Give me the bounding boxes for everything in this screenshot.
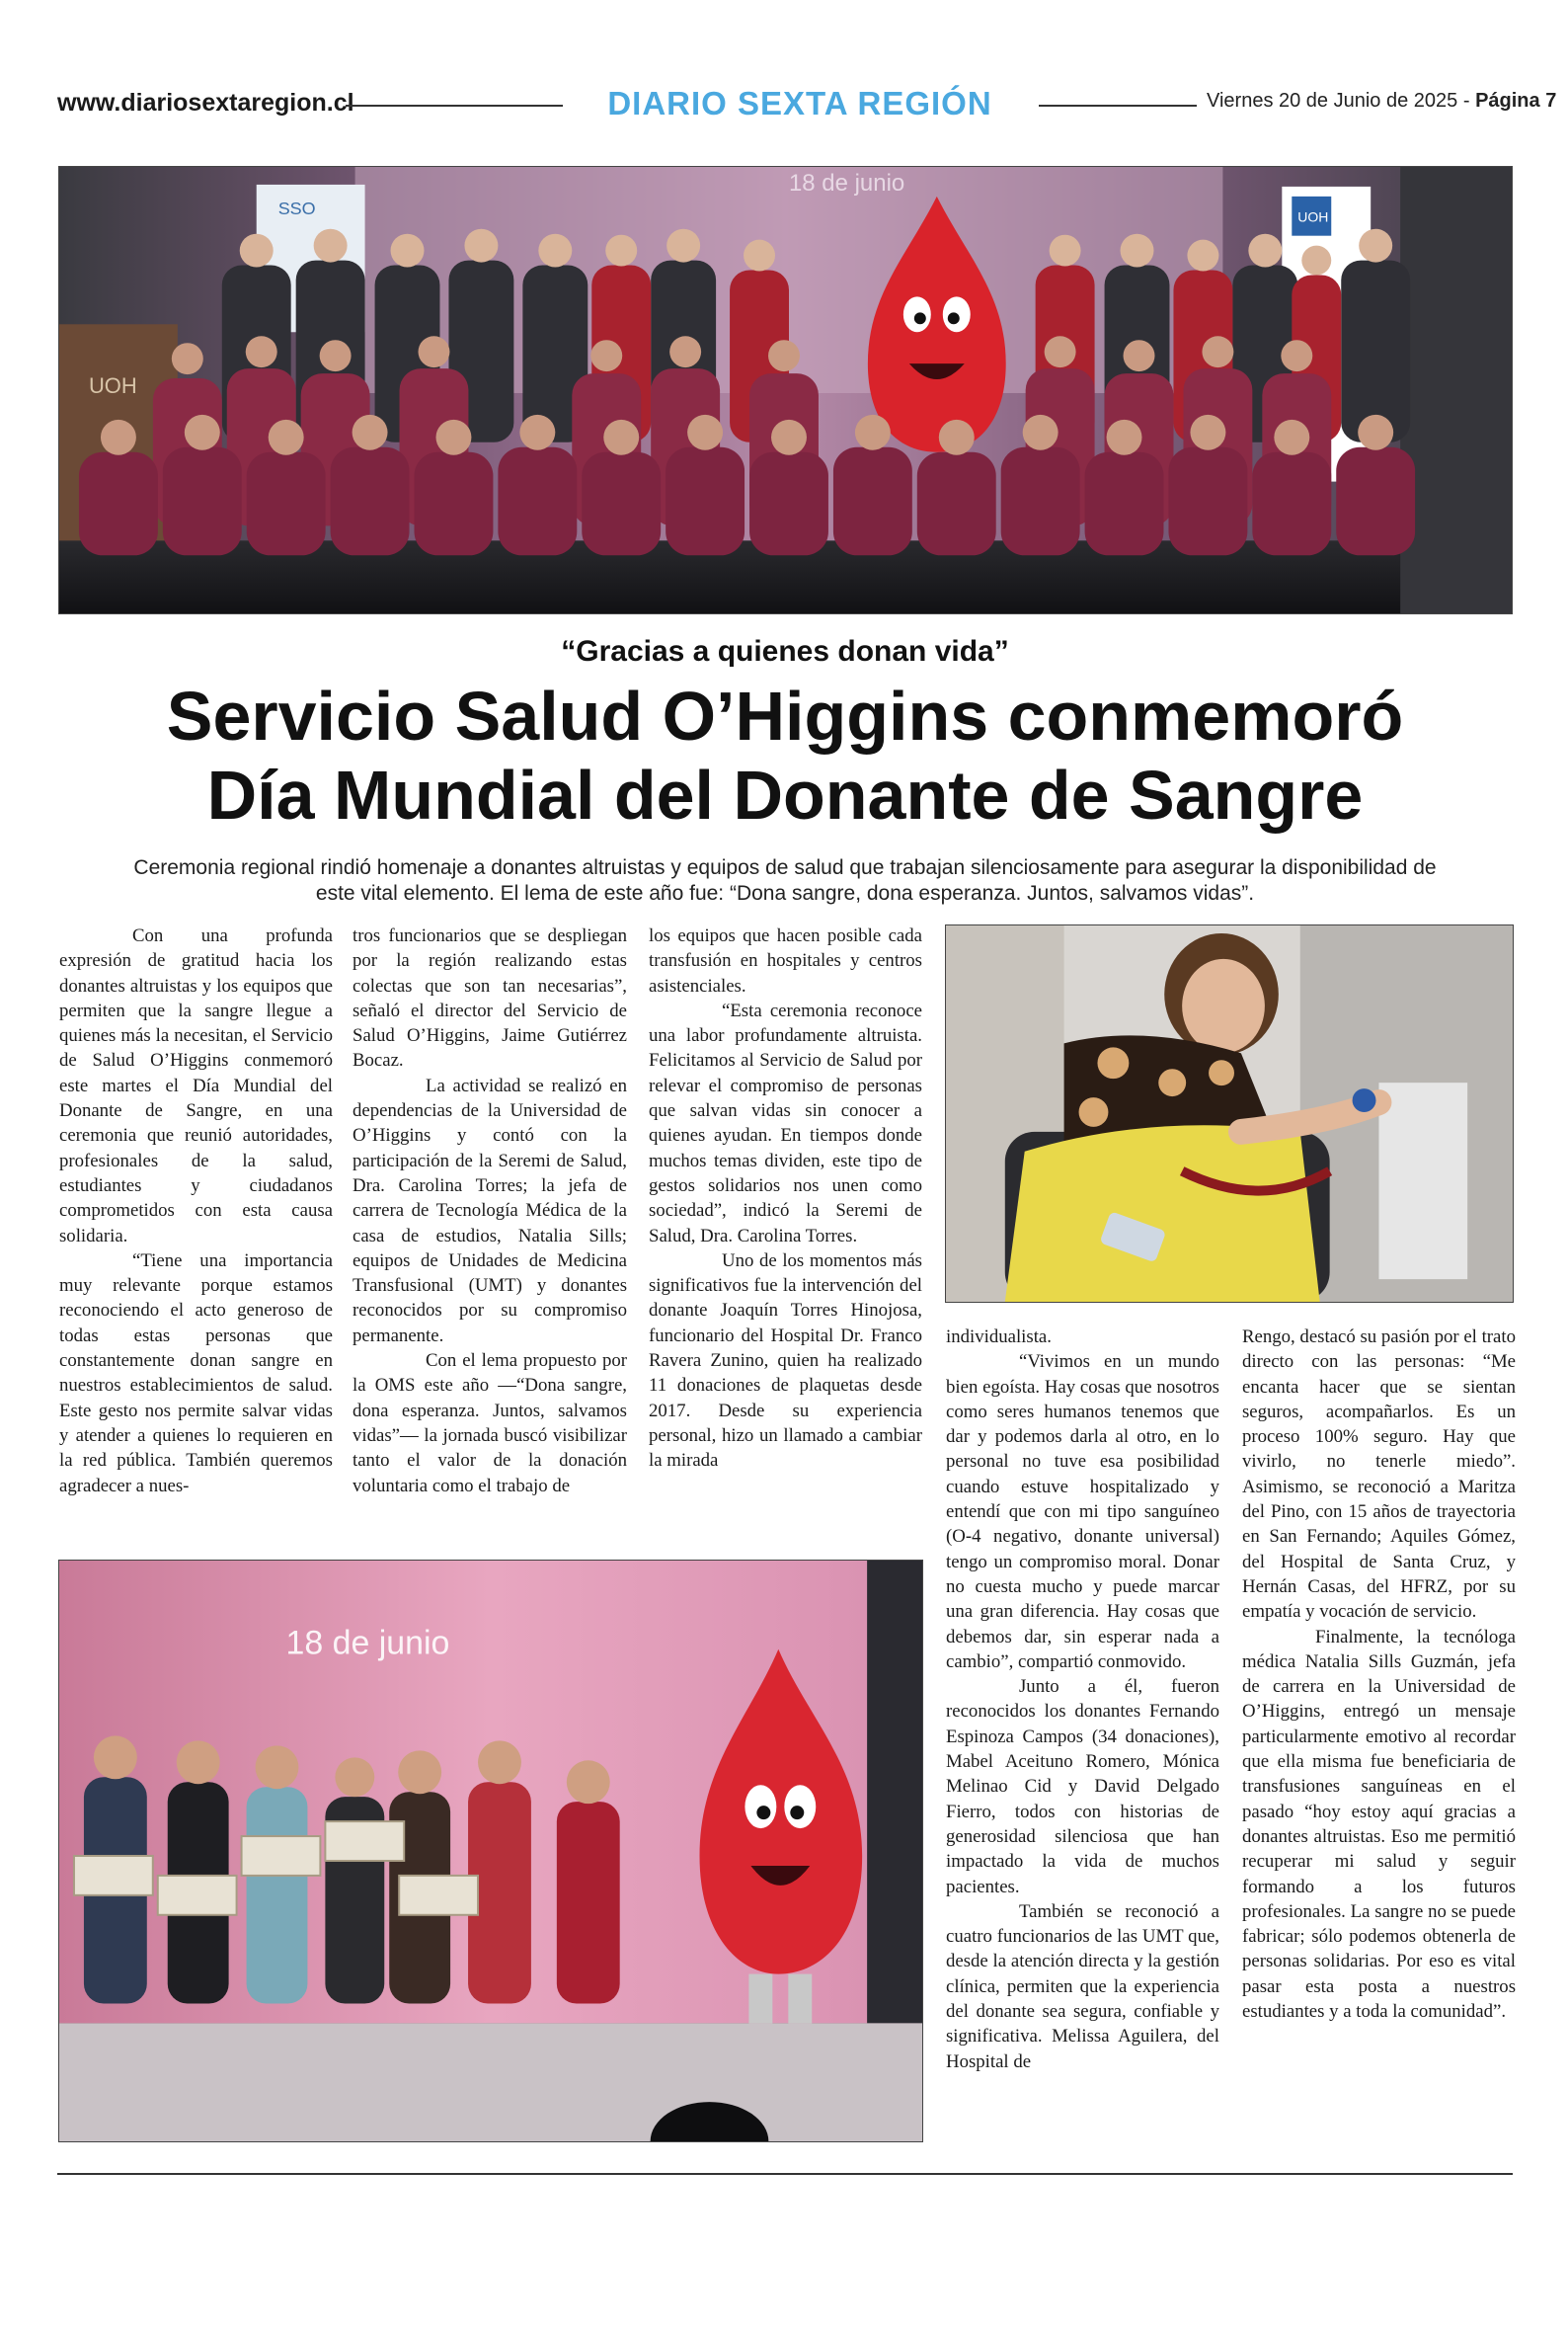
paragraph: tros funcionarios que se despliegan por la región realizando estas colectas que son tan necesarias”, señaló el director del Servicio de Salud O’Higgins, Jaime Gutiérrez Bocaz.	[353, 925, 627, 1072]
stage-photo	[58, 1560, 923, 2142]
site-url[interactable]: www.diariosextaregion.cl	[57, 89, 354, 117]
uoh-banner-logo: UOH	[1297, 208, 1329, 225]
paragraph: También se reconoció a cuatro funcionarios de las UMT que, desde la atención directa y la gestión clínica, permiten que la experiencia del donante sea segura, confiable y significativa. Melissa Aguilera, del Hospital de	[946, 1900, 1219, 2072]
footer-rule	[57, 2173, 1513, 2175]
paragraph: La actividad se realizó en dependencias de la Universidad de O’Higgins y contó con la participación de la Seremi de Salud, Dra. Carolina Torres; la jefa de carrera de Tecnología Médica de la casa de estudios, Natalia Sills; equipos de Unidades de Medicina Transfusional (UMT) y donantes reconocidos por su compromiso permanente.	[353, 1075, 627, 1346]
group-banner-text: 18 de junio	[788, 169, 905, 197]
paragraph: individualista.	[946, 1326, 1052, 1347]
paragraph: Finalmente, la tecnóloga médica Natalia Sills Guzmán, jefa de carrera en la Universidad de O’Higgins, entregó un mensaje particularmente emotivo al recordar que ella misma fue beneficiaria de transfusiones sanguíneas en el pasado “hoy estoy aquí gracias a donantes altruistas. Eso me permitió recuperar mi salud y seguir formando a los futuros profesionales. La sangre no se puede fabricar; sólo podemos obtenerla de personas solidarias. Por eso es vital pasar esta posta a nuestros estudiantes y a toda la comunidad”.	[1242, 1626, 1516, 2023]
paragraph: Con el lema propuesto por la OMS este año —“Dona sangre, dona esperanza. Juntos, salvamos vidas”— la jornada buscó visibilizar tanto el valor de la donación voluntaria como el trabajo de	[353, 1350, 627, 1496]
paragraph: “Esta ceremonia reconoce una labor profundamente altruista. Felicitamos al Servicio de Salud por relevar el compromiso de personas que salvan vidas sin conocer a quienes ayudan. En tiempos donde muchos temas dividen, este tipo de gestos solidarios nos unen como sociedad”, indicó la Seremi de Salud, Dra. Carolina Torres.	[649, 1000, 922, 1246]
paragraph: Uno de los momentos más significativos fue la intervención del donante Joaquín Torres Hinojosa, funcionario del Hospital Dr. Franco Ravera Zunino, quien ha realizado 11 donaciones de plaquetas desde 2017. Desde su experiencia personal, hizo un llamado a cambiar la mirada	[649, 1249, 922, 1472]
paragraph: “Tiene una importancia muy relevante porque estamos reconociendo el acto generoso de todas estas personas que constantemente donan sangre en nuestros establecimientos de salud. Este gesto nos permite salvar vidas y atender a quienes lo requieren en la red pública. También queremos agradecer a nues-	[59, 1249, 333, 1496]
group-photo	[58, 166, 1513, 614]
date-line	[1207, 90, 1557, 113]
paragraph: Con una profunda expresión de gratitud hacia los donantes altruistas y los equipos que permiten que la sangre llegue a quienes más la necesitan, el Servicio de Salud O’Higgins conmemoró este martes el Día Mundial del Donante de Sangre, en una ceremonia que reunió autoridades, profesionales de la salud, estudiantes y ciudadanos comprometidos con esta causa solidaria.	[59, 925, 333, 1246]
article-headline	[59, 677, 1511, 835]
article-kicker: “Gracias a quienes donan vida”	[561, 635, 1009, 668]
issue-date: Viernes 20 de Junio de 2025 -	[1207, 90, 1476, 112]
paragraph: Junto a él, fueron reconocidos los donantes Fernando Espinoza Campos (34 donaciones), Mabel Aceituno Romero, Mónica Melinao Cid y David Delgado Fierro, todos con historias de generosidad silenciosa que han impactado la vida de muchos pacientes.	[946, 1676, 1219, 1897]
podium-logo: UOH	[88, 373, 137, 398]
article-column-4	[946, 1325, 1219, 2074]
sso-sign-logo: SSO	[277, 198, 316, 218]
article-column-5	[1242, 1325, 1516, 2024]
article-column-3	[649, 924, 922, 1474]
article-deck: Ceremonia regional rindió homenaje a donantes altruistas y equipos de salud que trabajan silenciosamente para asegurar la disponibilidad de este vital elemento. El lema de este año fue: “Dona sangre, dona esperanza. Juntos, salvamos vidas”.	[133, 856, 1437, 905]
masthead: DIARIO SEXTA REGIÓN	[607, 85, 992, 121]
page-number: Página 7	[1475, 90, 1557, 112]
header-rule-left	[346, 105, 563, 107]
paragraph: “Vivimos en un mundo bien egoísta. Hay cosas que nosotros como seres humanos tenemos que dar y podemos darla al otro, en lo personal no tuve esa posibilidad cuando estuve hospitalizado y entendí que con mi tipo sanguíneo (O-4 negativo, donante universal) tengo un compromiso moral. Donar no cuesta mucho y puede marcar una gran diferencia. Hay cosas que debemos dar, sin esperar nada a cambio”, compartió conmovido.	[946, 1351, 1219, 1672]
paragraph: los equipos que hacen posible cada transfusión en hospitales y centros asistenciales.	[649, 925, 922, 997]
stage-banner-text: 18 de junio	[285, 1624, 450, 1662]
article-column-1	[59, 924, 333, 1498]
header-rule-right	[1039, 105, 1197, 107]
headline-line-1: Servicio Salud O’Higgins conmemoró	[166, 678, 1404, 755]
donor-photo	[945, 924, 1514, 1303]
headline-line-2: Día Mundial del Donante de Sangre	[206, 757, 1364, 834]
paragraph: Rengo, destacó su pasión por el trato directo con las personas: “Me encanta hacer que se sientan seguros, acompañarlos. Es un proceso 100% seguro. Hay que vivirlo, no tenerle miedo”. Asimismo, se reconoció a Maritza del Pino, con 15 años de trayectoria en San Fernando; Aquiles Gómez, del Hospital de Santa Cruz, y Hernán Casas, del HFRZ, por su empatía y vocación de servicio.	[1242, 1326, 1516, 1623]
article-column-2	[353, 924, 627, 1498]
